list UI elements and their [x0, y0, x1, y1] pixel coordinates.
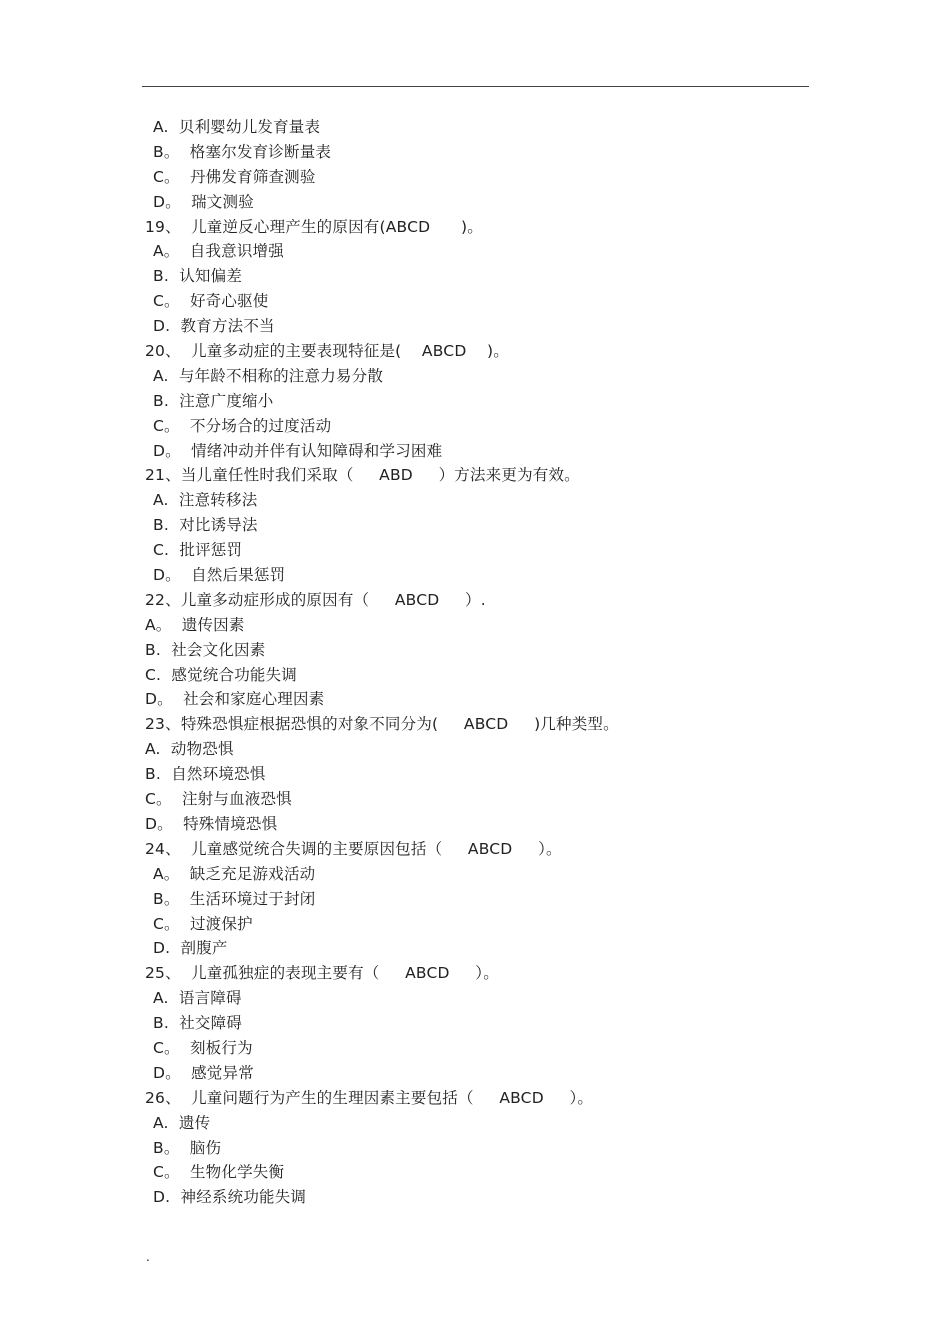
option-line: C。 不分场合的过度活动: [153, 416, 332, 435]
option-line: C. 感觉统合功能失调: [145, 665, 298, 684]
option-line: B. 注意广度缩小: [153, 391, 274, 410]
option-line: D. 教育方法不当: [153, 317, 275, 336]
option-line: D。 感觉异常: [153, 1063, 254, 1082]
option-line: B。 脑伤: [153, 1138, 222, 1157]
question-line: 25、 儿童孤独症的表现主要有（ ABCD ）。: [145, 964, 499, 983]
option-line: D。 瑞文测验: [153, 192, 254, 211]
question-line: 23、特殊恐惧症根据恐惧的对象不同分为( ABCD )几种类型。: [145, 715, 619, 734]
option-line: B. 认知偏差: [153, 267, 243, 286]
option-line: D。 特殊情境恐惧: [145, 814, 278, 833]
option-line: B. 自然环境恐惧: [145, 765, 266, 784]
question-line: 19、 儿童逆反心理产生的原因有(ABCD )。: [145, 217, 483, 236]
question-line: 26、 儿童问题行为产生的生理因素主要包括（ ABCD ）。: [145, 1088, 594, 1107]
option-line: A. 动物恐惧: [145, 740, 234, 759]
option-line: D。 社会和家庭心理因素: [145, 690, 325, 709]
option-line: D。 情绪冲动并伴有认知障碍和学习困难: [153, 441, 443, 460]
question-line: 22、儿童多动症形成的原因有（ ABCD ）.: [145, 590, 486, 609]
option-line: B. 对比诱导法: [153, 516, 258, 535]
option-line: C。 过渡保护: [153, 914, 253, 933]
question-list: [0, 115, 950, 1210]
option-line: D. 神经系统功能失调: [153, 1188, 307, 1207]
option-line: D. 剖腹产: [153, 939, 228, 958]
option-line: C。 好奇心驱使: [153, 292, 269, 311]
footer-mark: .: [146, 1250, 150, 1264]
option-line: A。 自我意识增强: [153, 242, 284, 261]
question-line: 21、当儿童任性时我们采取（ ABD ）方法来更为有效。: [145, 466, 580, 485]
option-line: C。 丹佛发育筛查测验: [153, 167, 316, 186]
option-line: C. 批评惩罚: [153, 541, 243, 560]
option-line: D。 自然后果惩罚: [153, 566, 286, 585]
option-line: A. 遗传: [153, 1113, 211, 1132]
question-line: 24、 儿童感觉统合失调的主要原因包括（ ABCD ）。: [145, 839, 562, 858]
option-line: A. 语言障碍: [153, 989, 242, 1008]
option-line: A. 贝利婴幼儿发育量表: [153, 118, 321, 136]
option-line: B. 社会文化因素: [145, 640, 266, 659]
option-line: C。 生物化学失衡: [153, 1163, 285, 1182]
option-line: B。 生活环境过于封闭: [153, 889, 316, 908]
option-line: B。 格塞尔发育诊断量表: [153, 142, 332, 161]
question-line: 20、 儿童多动症的主要表现特征是( ABCD )。: [145, 342, 509, 361]
option-line: B. 社交障碍: [153, 1014, 243, 1033]
option-line: A。 缺乏充足游戏活动: [153, 864, 316, 883]
header-rule: [142, 86, 809, 87]
option-line: A. 与年龄不相称的注意力易分散: [153, 366, 384, 385]
option-line: C。 刻板行为: [153, 1038, 253, 1057]
option-line: A. 注意转移法: [153, 491, 258, 510]
option-line: C。 注射与血液恐惧: [145, 790, 292, 809]
option-line: A。 遗传因素: [145, 615, 245, 634]
